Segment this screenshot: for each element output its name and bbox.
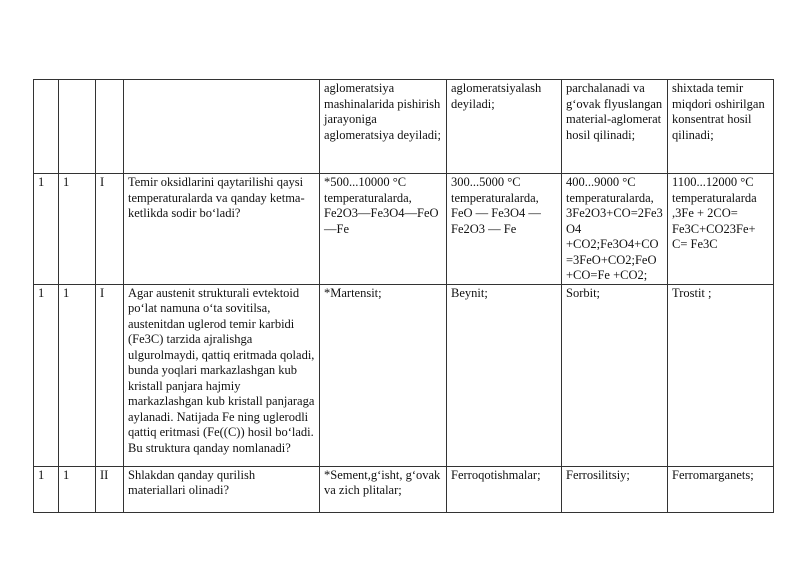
cell-answer-d: Ferromarganets; (668, 466, 774, 512)
cell-col2 (59, 80, 96, 174)
cell-col3: I (96, 174, 124, 285)
question-table (33, 79, 774, 513)
cell-answer-c: Sorbit; (562, 284, 668, 466)
cell-col2: 1 (59, 284, 96, 466)
table-row (34, 80, 774, 174)
cell-question: Temir oksidlarini qaytarilishi qaysi temperaturalarda va qanday ketma-ketlikda sodir bo‘ladi? (124, 174, 320, 285)
cell-answer-b: 300...5000 °C temperaturalarda, FeO — Fe3O4 — Fe2O3 — Fe (447, 174, 562, 285)
cell-answer-b: Ferroqotishmalar; (447, 466, 562, 512)
cell-question: Agar austenit strukturali evtektoid po‘lat namuna o‘ta sovitilsa, austenitdan uglerod temir karbidi (Fe3C) tarzida ajralishga ulgurolmaydi, qattiq eritmada qoladi, bunda yoqlari markazlashgan kub kristall panjara hajmiy markazlashgan kub kristall panjaraga aylanadi. Natijada Fe ning uglerodli qattiq eritmasi (Fe((C)) hosil bo‘ladi. Bu struktura qanday nomlanadi? (124, 284, 320, 466)
cell-answer-c: Ferrosilitsiy; (562, 466, 668, 512)
cell-answer-c: 400...9000 °C temperaturalarda, 3Fe2O3+CO=2Fe3O4 +CO2;Fe3O4+CO =3FeO+CO2;FeO +CO=Fe +CO2; (562, 174, 668, 285)
cell-answer-d: 1100...12000 °C temperaturalarda ,3Fe + 2CO= Fe3C+CO23Fe+ C= Fe3C (668, 174, 774, 285)
cell-col1: 1 (34, 466, 59, 512)
cell-col3: II (96, 466, 124, 512)
cell-answer-a: *Sement,g‘isht, g‘ovak va zich plitalar; (320, 466, 447, 512)
table-row (34, 174, 774, 285)
cell-col1 (34, 80, 59, 174)
cell-answer-d: Trostit ; (668, 284, 774, 466)
cell-answer-d: shixtada temir miqdori oshirilgan konsentrat hosil qilinadi; (668, 80, 774, 174)
cell-answer-a: *500...10000 °C temperaturalarda, Fe2O3—Fe3O4—FeO—Fe (320, 174, 447, 285)
cell-answer-b: aglomeratsiyalash deyiladi; (447, 80, 562, 174)
cell-question (124, 80, 320, 174)
cell-answer-c: parchalanadi va g‘ovak flyuslangan material-aglomerat hosil qilinadi; (562, 80, 668, 174)
cell-col1: 1 (34, 284, 59, 466)
table-row (34, 284, 774, 466)
cell-col3: I (96, 284, 124, 466)
cell-col2: 1 (59, 174, 96, 285)
cell-answer-a: aglomeratsiya mashinalarida pishirish jarayoniga aglomeratsiya deyiladi; (320, 80, 447, 174)
cell-col1: 1 (34, 174, 59, 285)
cell-question: Shlakdan qanday qurilish materiallari olinadi? (124, 466, 320, 512)
cell-answer-b: Beynit; (447, 284, 562, 466)
cell-col2: 1 (59, 466, 96, 512)
cell-col3 (96, 80, 124, 174)
table-row (34, 466, 774, 512)
cell-answer-a: *Martensit; (320, 284, 447, 466)
